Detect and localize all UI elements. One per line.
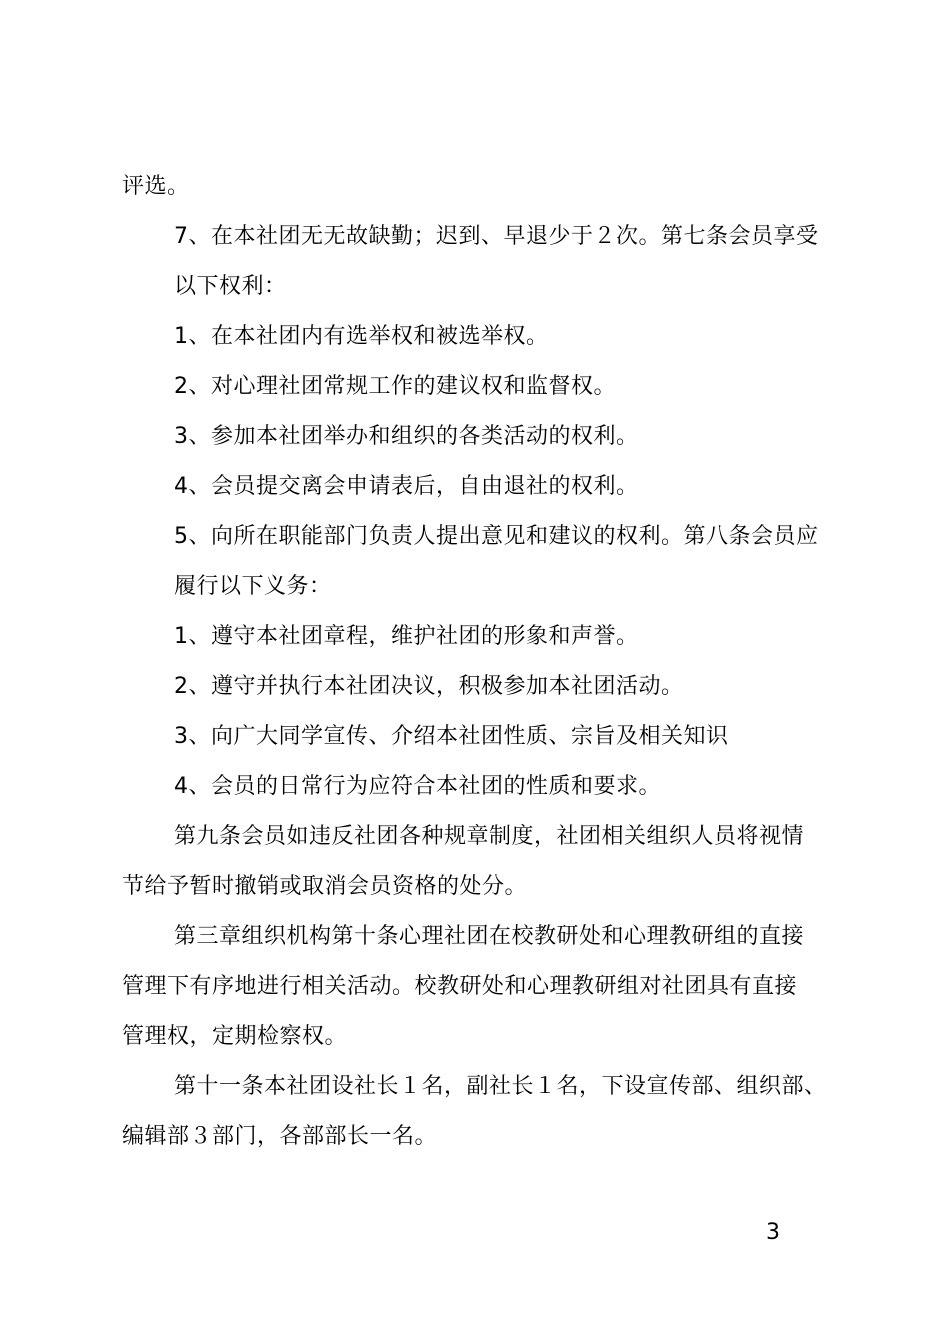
text-line: 评选。 bbox=[122, 174, 190, 199]
text-line: 1、在本社团内有选举权和被选举权。 bbox=[174, 324, 549, 349]
text-line: 4、会员提交离会申请表后，自由退社的权利。 bbox=[174, 474, 639, 499]
text-line: 以下权利： bbox=[174, 274, 287, 299]
text-line: 5、向所在职能部门负责人提出意见和建议的权利。第八条会员应 bbox=[174, 524, 819, 549]
text-line: 节给予暂时撤销或取消会员资格的处分。 bbox=[122, 874, 528, 899]
text-line: 第三章组织机构第十条心理社团在校教研处和心理教研组的直接 bbox=[174, 924, 805, 949]
text-line: 编辑部３部门，各部部长一名。 bbox=[122, 1124, 438, 1149]
text-line: 第十一条本社团设社长１名，副社长１名，下设宣传部、组织部、 bbox=[174, 1074, 827, 1099]
text-line: 4、会员的日常行为应符合本社团的性质和要求。 bbox=[174, 774, 661, 799]
text-line: 管理下有序地进行相关活动。校教研处和心理教研组对社团具有直接 bbox=[122, 974, 798, 999]
text-line: 履行以下义务： bbox=[174, 574, 332, 599]
text-line: 3、向广大同学宣传、介绍本社团性质、宗旨及相关知识 bbox=[174, 724, 729, 749]
text-line: 第九条会员如违反社团各种规章制度，社团相关组织人员将视情 bbox=[174, 824, 805, 849]
text-line: 3、参加本社团举办和组织的各类活动的权利。 bbox=[174, 424, 639, 449]
text-line: 7、在本社团无无故缺勤；迟到、早退少于２次。第七条会员享受 bbox=[174, 224, 819, 249]
text-line: 管理权，定期检察权。 bbox=[122, 1024, 348, 1049]
text-line: 2、对心理社团常规工作的建议权和监督权。 bbox=[174, 374, 616, 399]
text-line: 1、遵守本社团章程，维护社团的形象和声誉。 bbox=[174, 624, 639, 649]
page-number: 3 bbox=[766, 1220, 780, 1245]
text-line: 2、遵守并执行本社团决议，积极参加本社团活动。 bbox=[174, 674, 684, 699]
